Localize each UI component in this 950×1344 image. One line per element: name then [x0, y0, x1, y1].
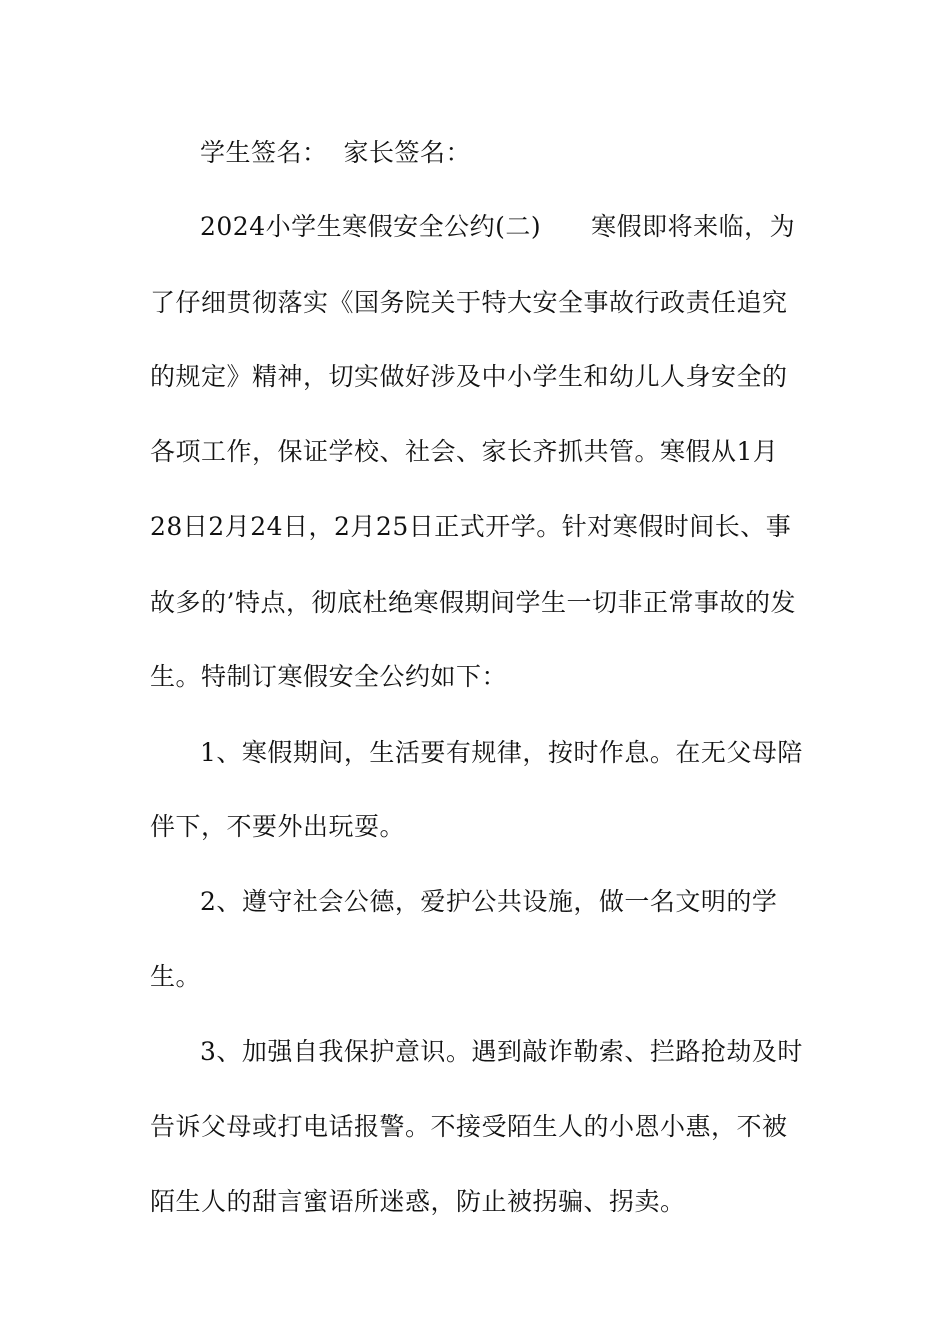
document-title: 2024小学生寒假安全公约(二): [200, 212, 542, 241]
item-3-line-1: 告诉父母或打电话报警。不接受陌生人的小恩小惠，不被: [150, 1112, 788, 1141]
signature-line: [200, 137, 471, 169]
item-2-line-0: 2、遵守社会公德，爱护公共设施，做一名文明的学: [200, 887, 778, 916]
student-signature-label: 学生签名：: [200, 138, 328, 167]
intro-line-6: 生。特制订寒假安全公约如下：: [150, 662, 508, 691]
item-2-line-1: 生。: [150, 962, 202, 991]
intro-line-0: 寒假即将来临，为: [591, 212, 796, 241]
parent-signature-label: 家长签名：: [343, 138, 472, 167]
item-1-line-0: 1、寒假期间，生活要有规律，按时作息。在无父母陪: [200, 738, 803, 767]
title-intro-line: [200, 211, 795, 243]
item-1-line-1: 伴下，不要外出玩耍。: [150, 812, 406, 841]
intro-line-2: 的规定》精神，切实做好涉及中小学生和幼儿人身安全的: [150, 362, 788, 391]
item-3-line-2: 陌生人的甜言蜜语所迷惑，防止被拐骗、拐卖。: [150, 1187, 686, 1216]
intro-line-3: 各项工作，保证学校、社会、家长齐抓共管。寒假从1月: [150, 437, 779, 466]
intro-line-5: 故多的’特点，彻底杜绝寒假期间学生一切非正常事故的发: [150, 588, 796, 617]
intro-line-4: 28日2月24日，2月25日正式开学。针对寒假时间长、事: [150, 512, 792, 541]
item-3-line-0: 3、加强自我保护意识。遇到敲诈勒索、拦路抢劫及时: [200, 1037, 803, 1066]
intro-line-1: 了仔细贯彻落实《国务院关于特大安全事故行政责任追究: [150, 288, 788, 317]
